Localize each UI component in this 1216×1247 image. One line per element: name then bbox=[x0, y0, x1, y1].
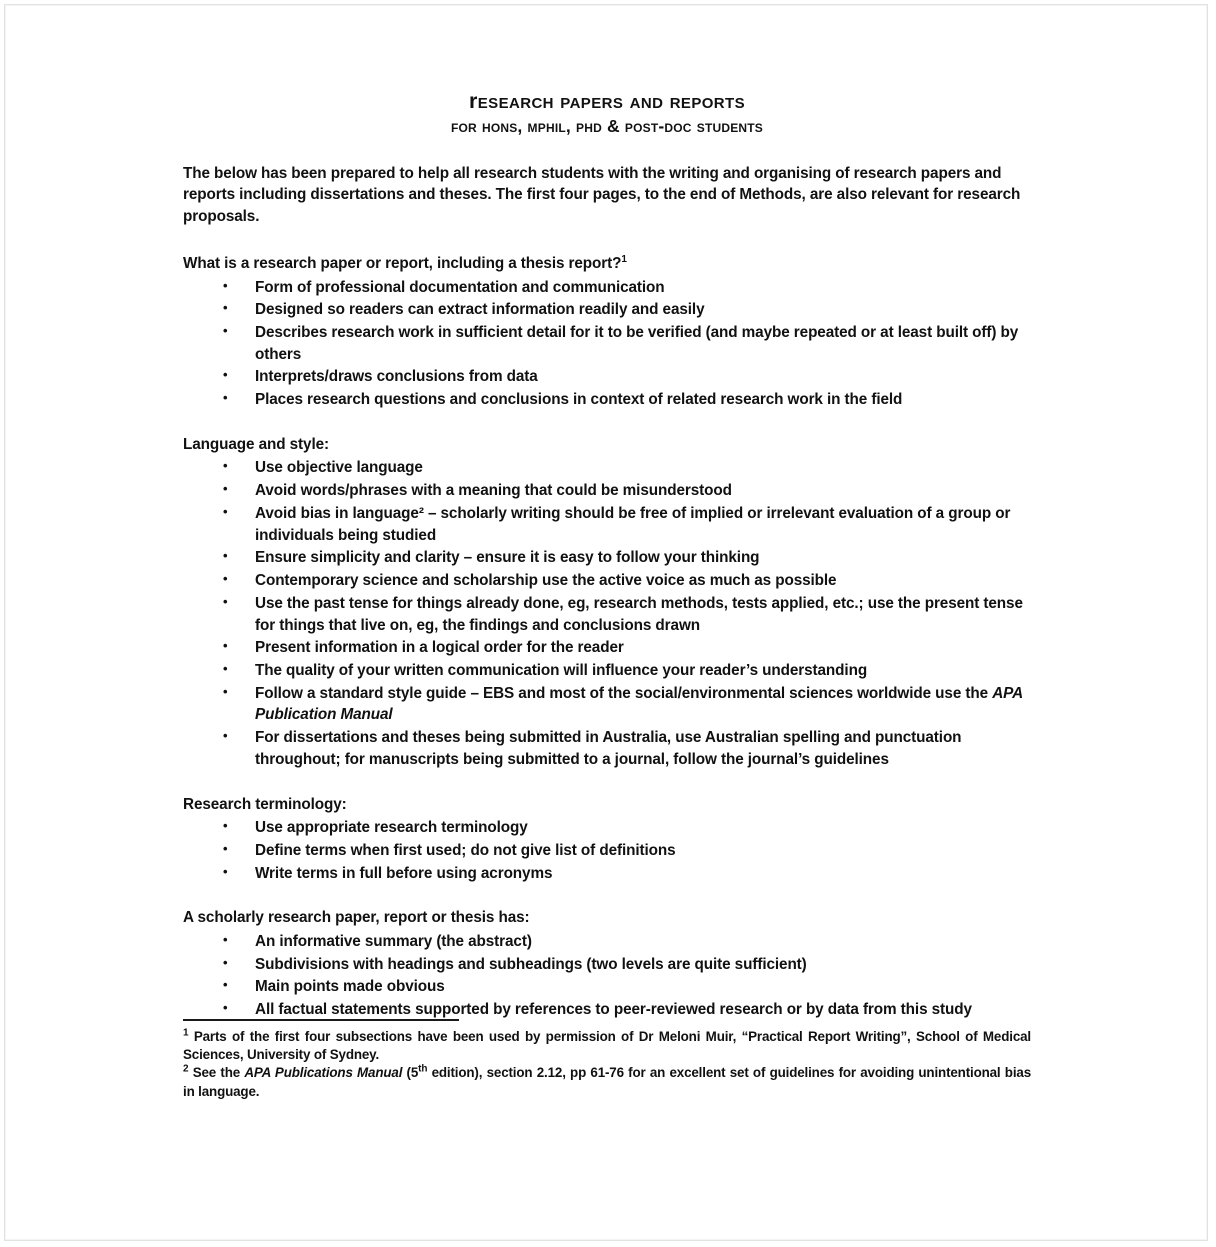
bullet-list bbox=[183, 817, 1031, 884]
bullet-list bbox=[183, 277, 1031, 411]
sections-container bbox=[183, 254, 1031, 1021]
section-heading-text: A scholarly research paper, report or thesis has: bbox=[183, 909, 530, 927]
section-heading bbox=[183, 435, 1031, 456]
list-item: • Subdivisions with headings and subheadings (two levels are quite sufficient) bbox=[183, 954, 1031, 976]
list-item: • Present information in a logical order for the reader bbox=[183, 637, 1031, 659]
italic-title: APA Publications Manual bbox=[244, 1065, 403, 1081]
list-item: • Main points made obvious bbox=[183, 976, 1031, 998]
list-item: • Follow a standard style guide – EBS and most of the social/environmental sciences worldwide use the APA Publication Manual bbox=[183, 683, 1031, 726]
list-item: • The quality of your written communication will influence your reader’s understanding bbox=[183, 660, 1031, 682]
footnote-marker[interactable]: 1 bbox=[621, 253, 627, 265]
section-heading bbox=[183, 908, 1031, 929]
intro-paragraph: The below has been prepared to help all research students with the writing and organising of research papers and reports including dissertations and theses. The first four pages, to the end of Methods, are also relevant for research proposals. bbox=[183, 164, 1021, 226]
italic-title: APA Publication Manual bbox=[255, 684, 1023, 724]
list-item: • Avoid bias in language² – scholarly writing should be free of implied or irrelevant evaluation of a group or individuals being studied bbox=[183, 503, 1031, 546]
list-item: • Form of professional documentation and communication bbox=[183, 277, 1031, 299]
section-heading-text: What is a research paper or report, including a thesis report? bbox=[183, 254, 622, 272]
bullet-list bbox=[183, 457, 1031, 770]
list-item: • Designed so readers can extract information readily and easily bbox=[183, 299, 1031, 321]
ordinal-suffix: th bbox=[418, 1063, 428, 1075]
footnote-text: Parts of the first four subsections have been used by permission of Dr Meloni Muir, “Practical Report Writing”, School of Medical Sciences, University of Sydney. bbox=[183, 1029, 1031, 1063]
list-item: • Write terms in full before using acronyms bbox=[183, 863, 1031, 885]
document-section bbox=[183, 795, 1031, 885]
list-item: • Interprets/draws conclusions from data bbox=[183, 366, 1031, 388]
document-body bbox=[183, 89, 1031, 1045]
list-item: • Define terms when first used; do not give list of definitions bbox=[183, 840, 1031, 862]
list-item: • Ensure simplicity and clarity – ensure it is easy to follow your thinking bbox=[183, 547, 1031, 569]
list-item: • Describes research work in sufficient detail for it to be verified (and maybe repeated or at least built off) by others bbox=[183, 322, 1031, 365]
document-page bbox=[4, 4, 1208, 1241]
list-item: • An informative summary (the abstract) bbox=[183, 931, 1031, 953]
footnotes-container bbox=[183, 1028, 1031, 1101]
list-item: • Contemporary science and scholarship use the active voice as much as possible bbox=[183, 570, 1031, 592]
section-heading-text: Language and style: bbox=[183, 435, 329, 453]
footnote-item bbox=[183, 1064, 1031, 1100]
list-item: • Use the past tense for things already done, eg, research methods, tests applied, etc.; use the present tense for things that live on, eg, the findings and conclusions drawn bbox=[183, 593, 1031, 636]
list-item: • For dissertations and theses being submitted in Australia, use Australian spelling and punctuation throughout; for manuscripts being submitted to a journal, follow the journal’s guidelines bbox=[183, 727, 1031, 770]
footnote-item bbox=[183, 1028, 1031, 1064]
list-item: • Avoid words/phrases with a meaning that could be misunderstood bbox=[183, 480, 1031, 502]
document-section bbox=[183, 908, 1031, 1021]
footnote-marker: 2 bbox=[183, 1063, 189, 1075]
footnote-text: See the APA Publications Manual (5th edition), section 2.12, pp 61-76 for an excellent set of guidelines for avoiding unintentional bias in language. bbox=[183, 1063, 1031, 1099]
page-title: research papers and reports bbox=[468, 89, 746, 113]
list-item: • All factual statements supported by references to peer-reviewed research or by data from this study bbox=[183, 999, 1031, 1021]
document-section bbox=[183, 435, 1031, 771]
section-heading-text: Research terminology: bbox=[183, 795, 347, 813]
section-heading bbox=[183, 795, 1031, 816]
list-item: • Use appropriate research terminology bbox=[183, 817, 1031, 839]
footnote-marker: 1 bbox=[183, 1027, 189, 1039]
section-heading bbox=[183, 254, 1031, 275]
list-item: • Places research questions and conclusions in context of related research work in the field bbox=[183, 389, 1031, 411]
footnotes-block bbox=[183, 1019, 1031, 1101]
page-subtitle: for hons, mphil, phd & post-doc students bbox=[450, 115, 764, 136]
document-section bbox=[183, 254, 1031, 411]
list-item: • Use objective language bbox=[183, 457, 1031, 479]
bullet-list bbox=[183, 931, 1031, 1021]
footnote-separator-rule bbox=[183, 1019, 459, 1021]
